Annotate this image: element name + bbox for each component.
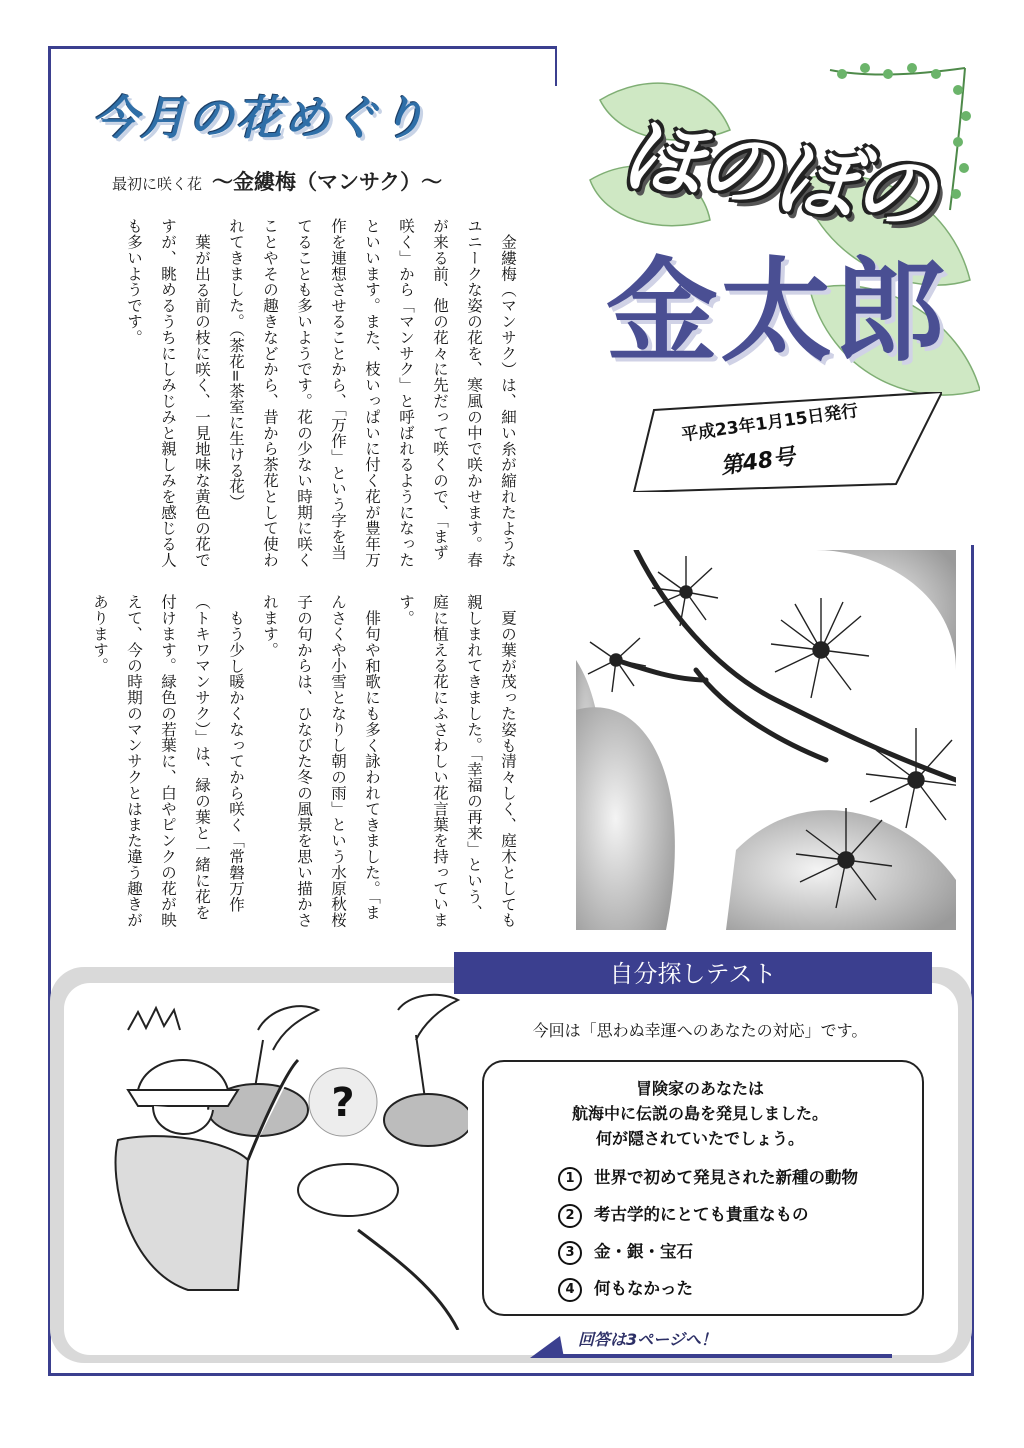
- article-part-1: [95, 218, 525, 568]
- option-1: [558, 1164, 918, 1188]
- flower-subtitle: [112, 166, 532, 196]
- vine-icon: [830, 68, 965, 75]
- article-paragraph: 夏の葉が茂った姿も清々しく、庭木としても親しまれてきました。「幸福の再来」という、庭に植える花にふさわしい花言葉を持っています。: [397, 594, 517, 928]
- question-line: 航海中に伝説の島を発見しました。: [571, 1104, 828, 1123]
- test-intro: 今回は「思わぬ幸運へのあなたの対応」です。: [532, 1021, 868, 1040]
- test-title: 自分探しテスト: [609, 960, 777, 988]
- article-paragraph: 金縷梅（マンサク）は、細い糸が縮れたようなユニークな姿の花を、寒風の中で咲かせます。春が来る前、他の花々に先だって咲くので、「まず咲く」から「マンサク」と呼ばれるようになったといいます。また、枝いっぱいに付く花が豊年万作を連想させることから、「万作」という字を当てることも多いようです。花の少ない時期に咲くことやその趣きなどから、昔から茶花として使われてきました。（茶花=茶室に生ける花）: [227, 218, 517, 568]
- section-title: 今月の花めぐり: [92, 91, 428, 145]
- option-3: [558, 1238, 918, 1262]
- answer-note: 回答は3ページへ！: [578, 1330, 717, 1349]
- issue-date: 平成23年1月15日発行: [680, 400, 860, 446]
- option-number: 1: [558, 1167, 582, 1191]
- subtitle-lead: 最初に咲く花: [112, 175, 203, 193]
- article-paragraph: もう少し暖かくなってから咲く「常磐万作（トキワマンサク）」は、緑の葉と一緒に花を付けます。緑色の若葉に、白やピンクの花が映えて、今の時期のマンサクとはまた違う趣きがあります。: [91, 594, 245, 928]
- masthead-hono: ほのぼの: [615, 107, 938, 245]
- option-text: 金・銀・宝石: [594, 1242, 693, 1261]
- article-paragraph: 俳句や和歌にも多く詠われてきました。「まんさくや小雪となりし朝の雨」という水原秋桜子の句からは、ひなびた冬の風景を思い描かされます。: [261, 594, 381, 928]
- masthead-kintaro: 金太郎: [606, 247, 948, 377]
- option-text: 何もなかった: [594, 1279, 693, 1298]
- frame-bottom-border: [48, 1373, 974, 1376]
- issue-number: 第48号: [719, 444, 797, 480]
- backpack-icon: [116, 1136, 248, 1290]
- surprise-icon: [128, 1008, 180, 1030]
- option-number: 2: [558, 1204, 582, 1228]
- option-text: 世界で初めて発見された新種の動物: [594, 1168, 858, 1187]
- frame-top-border: [48, 46, 556, 49]
- option-2: [558, 1201, 918, 1225]
- option-number: 3: [558, 1241, 582, 1265]
- frame-divider: [555, 46, 557, 86]
- palm-leaf-icon: [398, 995, 458, 1040]
- witch-hazel-illustration: [576, 550, 956, 930]
- palm-leaf-icon: [258, 1006, 318, 1050]
- option-4: [558, 1275, 918, 1299]
- helmet-icon: [138, 1060, 228, 1090]
- option-text: 考古学的にとても貴重なもの: [594, 1205, 809, 1224]
- question-line: 何が隠されていたでしょう。: [595, 1129, 804, 1148]
- question-mark: ?: [331, 1080, 355, 1126]
- article-paragraph: 葉が出る前の枝に咲く、一見地味な黄色の花ですが、眺めるうちにしみじみと親しみを感じる人も多いようです。: [125, 218, 211, 568]
- option-number: 4: [558, 1278, 582, 1302]
- subtitle-main: ～金縷梅（マンサク）～: [212, 170, 443, 194]
- article-part-2: [91, 594, 525, 934]
- question-line: 冒険家のあなたは: [635, 1079, 764, 1098]
- explorer-illustration: [98, 990, 468, 1330]
